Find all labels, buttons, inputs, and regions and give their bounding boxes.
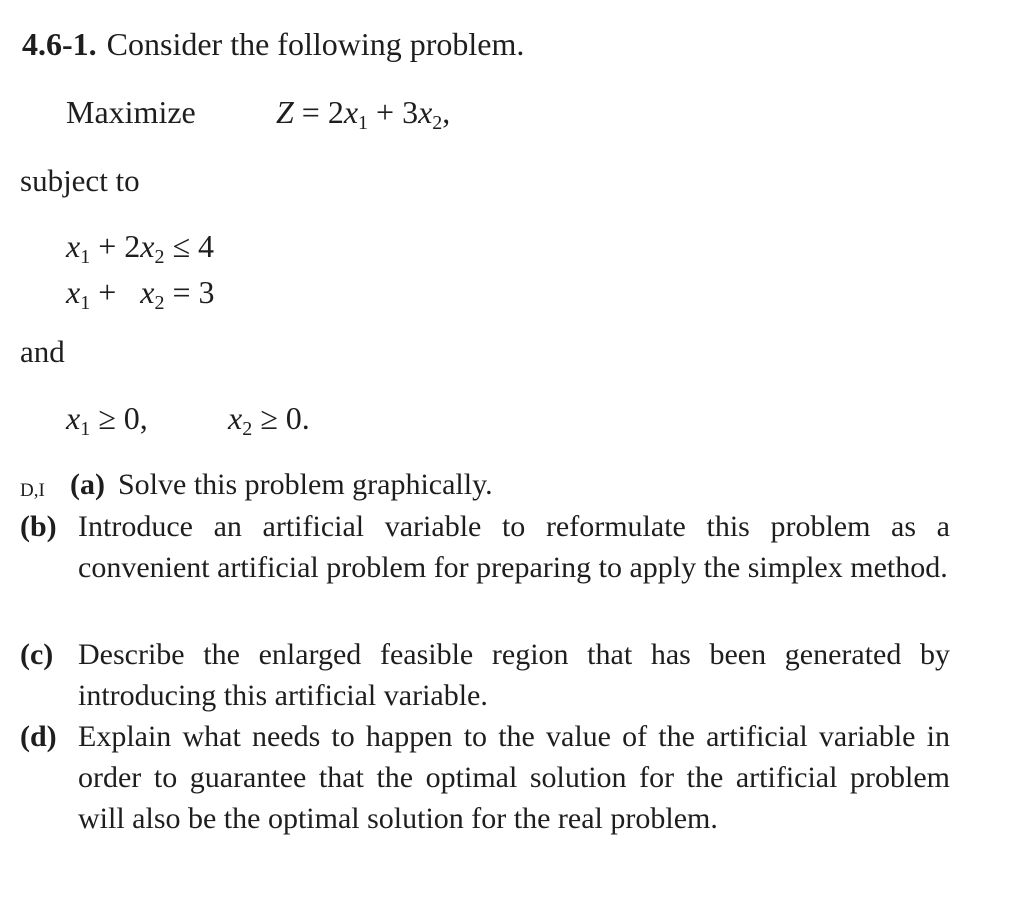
problem-number: 4.6-1. [22, 26, 97, 62]
problem-heading [22, 26, 524, 63]
objective-label: Maximize [66, 94, 196, 130]
part-b [20, 506, 950, 588]
part-d [20, 716, 950, 839]
part-d-text: Explain what needs to happen to the value of the artificial variable in order to guarantee that the optimal solution for the artificial problem will also be the optimal solution for the real problem. [78, 720, 950, 835]
and-label: and [20, 334, 65, 369]
part-a-text: Solve this problem graphically. [118, 468, 493, 501]
part-c-text: Describe the enlarged feasible region that has been generated by introducing this artificial variable. [78, 638, 950, 712]
subject-to-label: subject to [20, 163, 140, 198]
part-c [20, 634, 950, 716]
part-d-tag: (d) [20, 720, 57, 753]
part-c-tag: (c) [20, 638, 54, 671]
objective-function: $Z = 2x_1 + 3x_2$, [276, 94, 451, 134]
part-a-tag: (a) [70, 468, 105, 501]
part-b-tag: (b) [20, 510, 57, 543]
part-prefix: D,I [20, 480, 45, 501]
nonnegativity-x2: $x_2 \ge 0$. [228, 400, 310, 440]
problem-intro: Consider the following problem. [106, 26, 525, 62]
part-a [70, 464, 950, 505]
nonnegativity-x1: $x_1 \ge 0$, [66, 400, 148, 440]
part-b-text: Introduce an artificial variable to reformulate this problem as a convenient artificial problem for preparing to apply the simplex method. [78, 510, 950, 584]
constraint-2: $x_1$ + $x_2 = 3$ [66, 274, 215, 314]
constraint-1: $x_1 + 2x_2 \le 4$ [66, 228, 215, 268]
